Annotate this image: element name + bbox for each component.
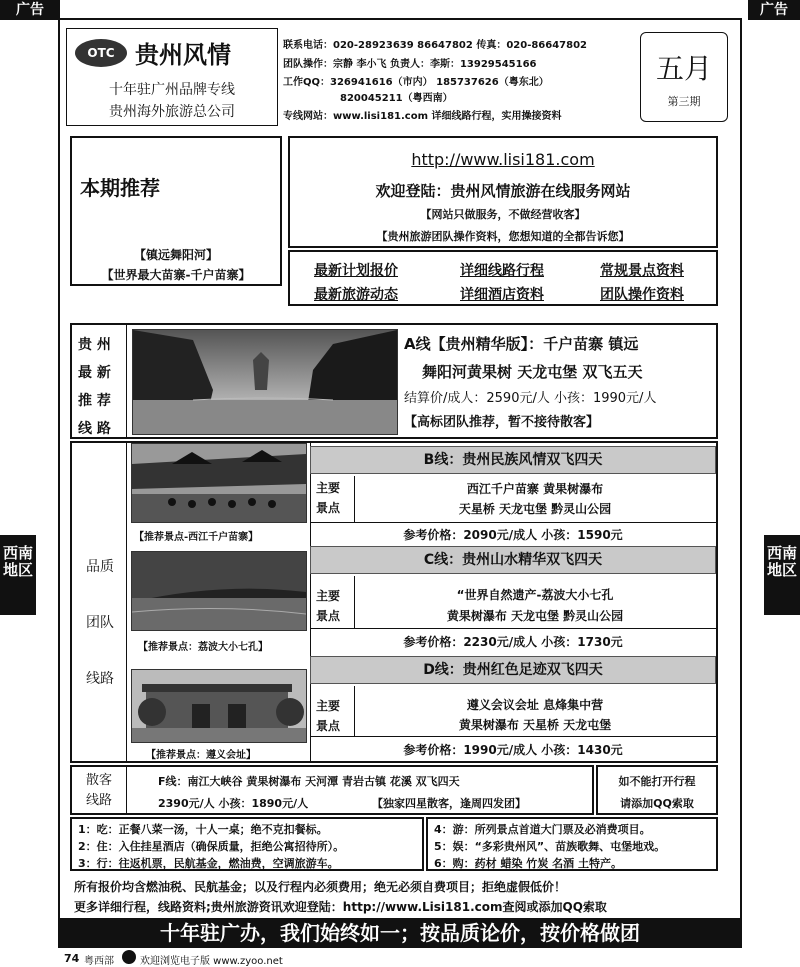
qq-request-box <box>596 765 718 815</box>
service-entertain: 5：娱：“多彩贵州风”、苗族歌舞、屯堡地戏。 <box>434 840 666 853</box>
link-detailed-itinerary[interactable]: 详细线路行程 <box>460 263 544 279</box>
line-f-note: 【独家四星散客，逢周四发团】 <box>372 797 526 810</box>
line-a-note: 【高标团队推荐，暂不接待散客】 <box>404 415 600 430</box>
line-d-main-label: 主要 景点 <box>316 699 341 733</box>
qq-note-1: 如不能打开行程 <box>618 775 696 788</box>
line-d-spots-2: 黄果树瀑布 天星桥 天龙屯堡 <box>458 718 612 732</box>
line-a-price: 结算价/成人：2590元/人 小孩：1990元/人 <box>404 391 657 406</box>
website-note-2: 【贵州旅游团队操作资料，您想知道的全都告诉您】 <box>376 230 630 243</box>
link-attractions[interactable]: 常规景点资料 <box>600 263 684 279</box>
zine-url: 欢迎浏览电子版 www.zyoo.net <box>140 956 283 967</box>
line-a-title-1: A线【贵州精华版】：千户苗寨 镇远 <box>404 335 639 353</box>
line-d-title: D线：贵州红色足迹双飞四天 <box>310 656 716 684</box>
line-a-box <box>70 323 718 439</box>
photo-zunyi-meeting-site <box>131 669 307 743</box>
line-b-price: 参考价格：2090元/成人 小孩：1590元 <box>403 528 623 542</box>
recommend-item-1: 【镇远舞阳河】 <box>133 248 218 262</box>
recommend-item-2: 【世界最大苗寨-千户苗寨】 <box>101 268 251 282</box>
region-tab-left: 西南地区 <box>0 535 36 615</box>
line-b-main-label: 主要 景点 <box>316 481 341 515</box>
line-f-price: 2390元/人 小孩：1890元/人 <box>158 797 309 810</box>
website-note-1: 【网站只做服务，不做经营收客】 <box>420 208 586 221</box>
issue-month: 五月 <box>655 52 712 85</box>
scattered-side-label: 散客 线路 <box>86 773 113 808</box>
line-a-title-2: 舞阳河黄果树 天龙屯堡 双飞五天 <box>422 363 643 381</box>
ad-tag-left: 广告 <box>0 0 60 20</box>
issue-scroll <box>640 32 728 122</box>
brand-name: 贵州风情 <box>135 41 231 69</box>
line-a-side-label: 贵 州 最 新 推 荐 线 路 <box>78 337 111 437</box>
link-hotel-info[interactable]: 详细酒店资料 <box>460 287 544 303</box>
recommend-title: 本期推荐 <box>80 176 160 200</box>
website-url[interactable]: http://www.lisi181.com <box>411 150 595 169</box>
photo-wuyang-river <box>132 329 398 435</box>
footer-note-1: 所有报价均含燃油税、民航基金；以及行程内必须费用；绝无必须自费项目；拒绝虚假低价！ <box>74 880 567 894</box>
line-c-price: 参考价格：2230元/成人 小孩：1730元 <box>403 635 623 649</box>
scattered-box <box>70 765 594 815</box>
work-qq-2: 820045211（粤西南） <box>340 93 453 104</box>
service-tour: 4：游：所列景点首道大门票及必消费项目。 <box>434 823 651 836</box>
recommend-box <box>70 136 282 286</box>
link-latest-quote[interactable]: 最新计划报价 <box>314 263 398 279</box>
line-d-price: 参考价格：1990元/成人 小孩：1430元 <box>403 743 623 757</box>
welcome-text: 欢迎登陆：贵州风情旅游在线服务网站 <box>375 182 631 200</box>
line-website: 专线网站：www.lisi181.com 详细线路行程，实用操接资料 <box>283 111 562 122</box>
service-shop: 6：购：药材 蜡染 竹炭 名酒 土特产。 <box>434 857 622 870</box>
services-right-box <box>426 817 718 871</box>
logo-badge: OTC <box>75 39 127 67</box>
page-number: 74 <box>64 952 80 965</box>
qq-note-2: 请添加QQ索取 <box>620 797 694 810</box>
team-ops: 团队操作：宗静 李小飞 负责人：李斯：13929545166 <box>283 59 537 70</box>
line-f-title: F线：南江大峡谷 黄果树瀑布 天河潭 青岩古镇 花溪 双飞四天 <box>158 775 460 788</box>
line-b-title: B线：贵州民族风情双飞四天 <box>310 446 716 474</box>
issue-number: 第三期 <box>667 95 701 108</box>
footer-banner: 十年驻广办，我们始终如一；按品质论价，按价格做团 <box>58 918 742 948</box>
service-stay: 2：住：入住挂星酒店（确保质量，拒绝公寓招待所）。 <box>78 840 345 853</box>
brand-box <box>66 28 278 126</box>
line-c-spots-1: “世界自然遗产-荔波大小七孔 <box>456 588 614 602</box>
contact-phone: 联系电话：020-28923639 86647802 传真：020-86647802 <box>283 40 588 51</box>
footer-note-2: 更多详细行程，线路资料;贵州旅游资讯欢迎登陆：http://www.Lisi181.com查阅或添加QQ索取 <box>74 900 607 914</box>
links-box <box>288 250 718 306</box>
photo-xijiang-miao <box>131 443 307 523</box>
caption-line-c: 【推荐景点：荔波大小七孔】 <box>138 642 268 653</box>
region-tab-right: 西南地区 <box>764 535 800 615</box>
link-travel-news[interactable]: 最新旅游动态 <box>314 287 398 303</box>
line-c-title: C线：贵州山水精华双飞四天 <box>310 546 716 574</box>
ad-tag-right: 广告 <box>748 0 800 20</box>
brand-company: 贵州海外旅游总公司 <box>109 104 235 120</box>
link-team-ops[interactable]: 团队操作资料 <box>600 287 684 303</box>
work-qq: 工作QQ：326941616（市内） 185737626（粤东北） <box>283 77 549 88</box>
services-left-box <box>70 817 424 871</box>
line-b-spots-2: 天星桥 天龙屯堡 黔灵山公园 <box>458 502 612 516</box>
quality-side-label: 品质 团队 线路 <box>86 559 114 687</box>
line-c-spots-2: 黄果树瀑布 天龙屯堡 黔灵山公园 <box>446 609 624 623</box>
brand-slogan: 十年驻广州品牌专线 <box>109 82 235 98</box>
line-c-main-label: 主要 景点 <box>316 589 341 623</box>
page-region: 粤西部 <box>84 956 114 967</box>
caption-line-d: 【推荐景点：遵义会址】 <box>146 750 256 761</box>
line-d-spots-1: 遵义会议会址 息烽集中营 <box>466 698 604 712</box>
service-eat: 1：吃：正餐八菜一汤，十人一桌；绝不克扣餐标。 <box>78 823 328 836</box>
caption-line-b: 【推荐景点-西江千户苗寨】 <box>134 532 259 543</box>
zine-logo-icon <box>122 950 136 964</box>
photo-libo-qikong <box>131 551 307 631</box>
line-b-spots-1: 西江千户苗寨 黄果树瀑布 <box>466 482 604 496</box>
service-travel: 3：行：往返机票，民航基金，燃油费，空调旅游车。 <box>78 857 339 870</box>
website-box <box>288 136 718 248</box>
